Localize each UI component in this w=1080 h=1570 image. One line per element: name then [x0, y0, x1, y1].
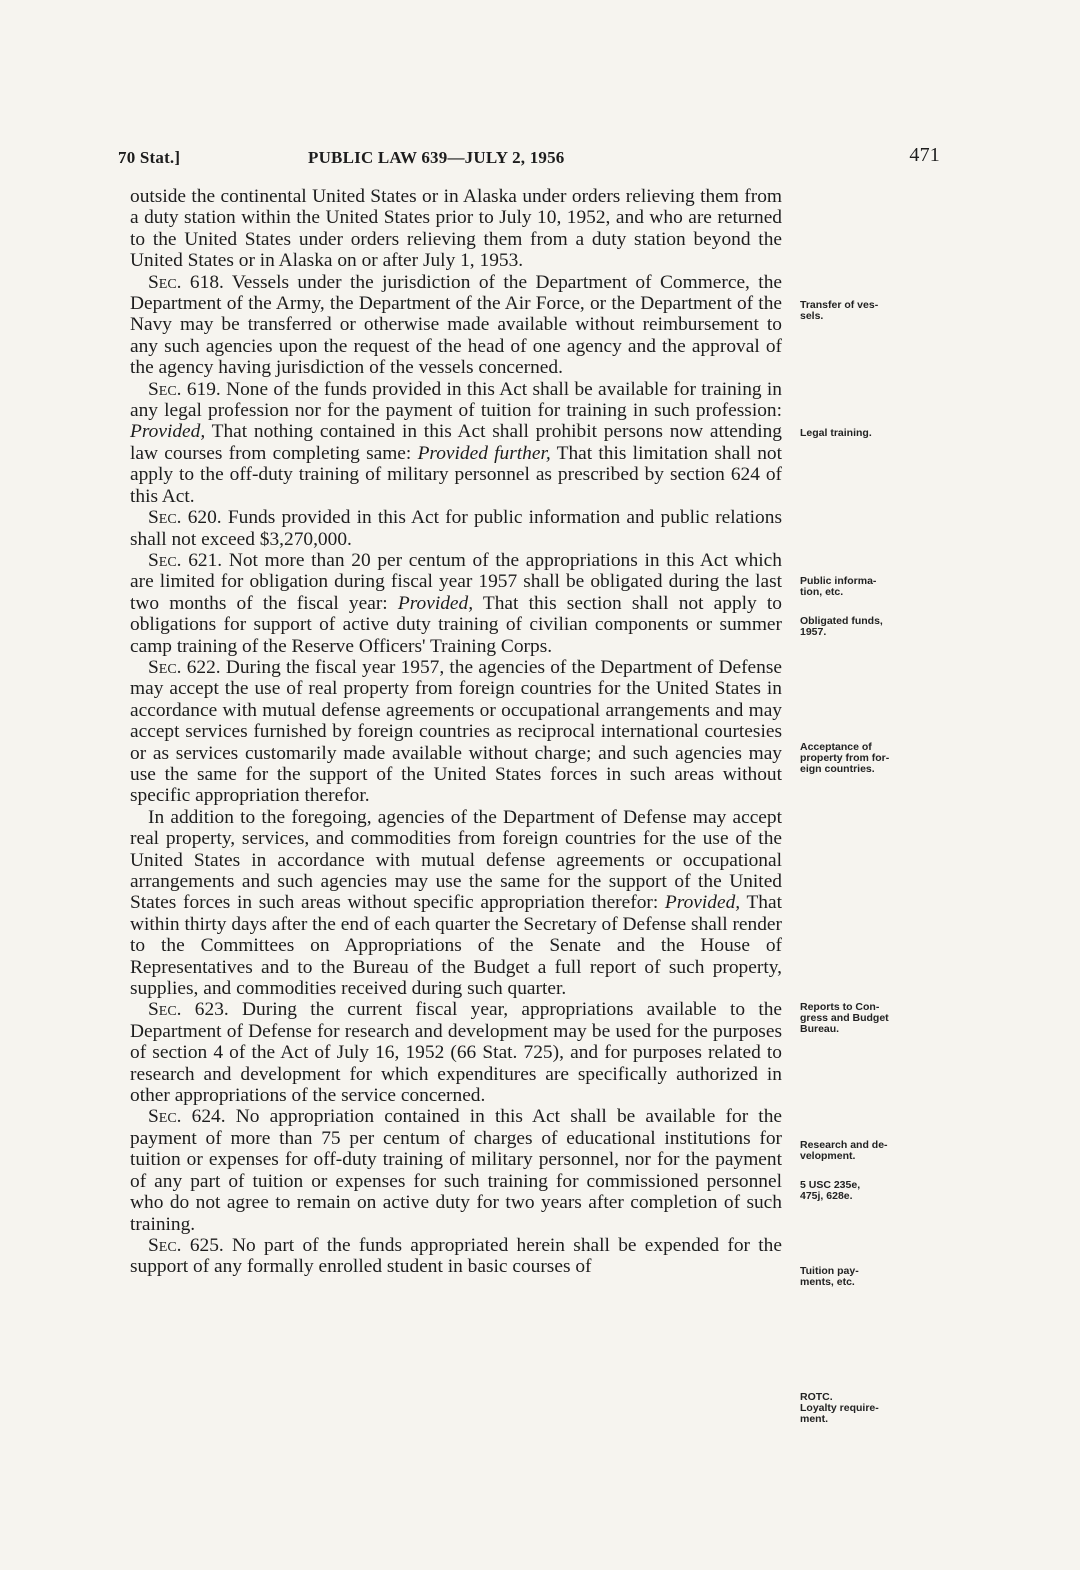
section-number: Sec. 618. [148, 271, 224, 293]
section-number: Sec. 620. [148, 507, 222, 529]
paragraph: Sec. 618. Vessels under the jurisdiction of the Department of Commerce, the Department of the Army, the Department of the Air Force, or the Department of the Navy may be transferred or otherwise made available without reimbursement to any such agencies upon the request of the head of one agency and the approval of the agency having jurisdiction of the vessels concerned. [130, 271, 782, 379]
margin-note-research-and-development: Research and de- velopment. [800, 1139, 888, 1162]
paragraph: In addition to the foregoing, agencies of the Department of Defense may accept real property, services, and commodities from foreign countries for the use of the United States in accordance with mutual defense agreements or occupational arrangements and such agencies may use the same for the support of the United States forces in such areas without specific appropriation therefor: Provided, That within thirty days after the end of each quarter the Secretary of Defense shall render to the Committees on Appropriations of the Senate and the House of Representatives and to the Bureau of the Budget a full report of such property, supplies, and commodities received during such quarter. [130, 806, 782, 1000]
paragraph: Sec. 625. No part of the funds appropriated herein shall be expended for the support of any formally enrolled student in basic courses of [130, 1234, 782, 1278]
section-number: Sec. 621. [148, 549, 223, 571]
margin-note-transfer-of-vessels: Transfer of ves- sels. [800, 299, 879, 322]
margin-note-public-information: Public informa- tion, etc. [800, 575, 877, 598]
section-number: Sec. 619. [148, 378, 221, 400]
section-number: Sec. 624. [148, 1106, 226, 1128]
section-number: Sec. 622. [148, 656, 221, 678]
margin-note-obligated-funds: Obligated funds, 1957. [800, 615, 883, 638]
margin-note-rotc-loyalty: ROTC. Loyalty require- ment. [800, 1391, 879, 1425]
page-number: 471 [909, 144, 940, 166]
paragraph: outside the continental United States or in Alaska under orders relieving them from a duty station within the United States prior to July 10, 1952, and who are returned to the United States under orders relieving them from a duty station beyond the United States or in Alaska on or after July 1, 1953. [130, 186, 782, 272]
margin-note-usc-citation: 5 USC 235e, 475j, 628e. [800, 1179, 861, 1202]
margin-note-acceptance-of-property: Acceptance of property from for- eign countries. [800, 741, 890, 775]
margin-note-tuition-payments: Tuition pay- ments, etc. [800, 1265, 859, 1288]
margin-note-reports-to-congress: Reports to Con- gress and Budget Bureau. [800, 1001, 889, 1035]
paragraph: Sec. 620. Funds provided in this Act for public information and public relations shall not exceed $3,270,000. [130, 507, 782, 550]
body-text [130, 186, 782, 1278]
margin-note-legal-training: Legal training. [800, 427, 872, 439]
paragraph: Sec. 622. During the fiscal year 1957, the agencies of the Department of Defense may accept the use of real property from foreign countries for the United States in accordance with mutual defense agreements or occupational arrangements and may accept services furnished by foreign countries as reciprocal international courtesies or as services customarily made available without charge; and such agencies may use the same for the support of the United States forces in such areas without specific appropriation therefor. [130, 656, 783, 807]
section-number: Sec. 623. [148, 999, 229, 1021]
paragraph: Sec. 619. None of the funds provided in this Act shall be available for training in any legal profession nor for the payment of tuition for training in such profession: Provided, That nothing contained in this Act shall prohibit persons now attending law courses from completing same: Provided further, That this limitation shall not apply to the off-duty training of military personnel as prescribed by section 624 of this Act. [130, 378, 782, 507]
paragraph: Sec. 624. No appropriation contained in this Act shall be available for the payment of more than 75 per centum of charges of educational institutions for tuition or expenses for off-duty training of military personnel, nor for the payment of any part of tuition or expenses for such training for commissioned personnel who do not agree to remain on active duty for two years after completion of such training. [130, 1106, 782, 1235]
header-title: PUBLIC LAW 639—JULY 2, 1956 [308, 148, 565, 167]
running-header [118, 144, 940, 178]
header-volume: 70 Stat.] [118, 148, 181, 167]
paragraph: Sec. 621. Not more than 20 per centum of the appropriations in this Act which are limited for obligation during fiscal year 1957 shall be obligated during the last two months of the fiscal year: Provided, That this section shall not apply to obligations for support of active duty training of civilian components or summer camp training of the Reserve Officers' Training Corps. [130, 549, 782, 657]
paragraph: Sec. 623. During the current fiscal year, appropriations available to the Department of Defense for research and development may be used for the purposes of section 4 of the Act of July 16, 1952 (66 Stat. 725), and for purposes related to research and development for which expenditures are specifically authorized in other appropriations of the service concerned. [130, 999, 783, 1107]
section-number: Sec. 625. [148, 1234, 224, 1256]
